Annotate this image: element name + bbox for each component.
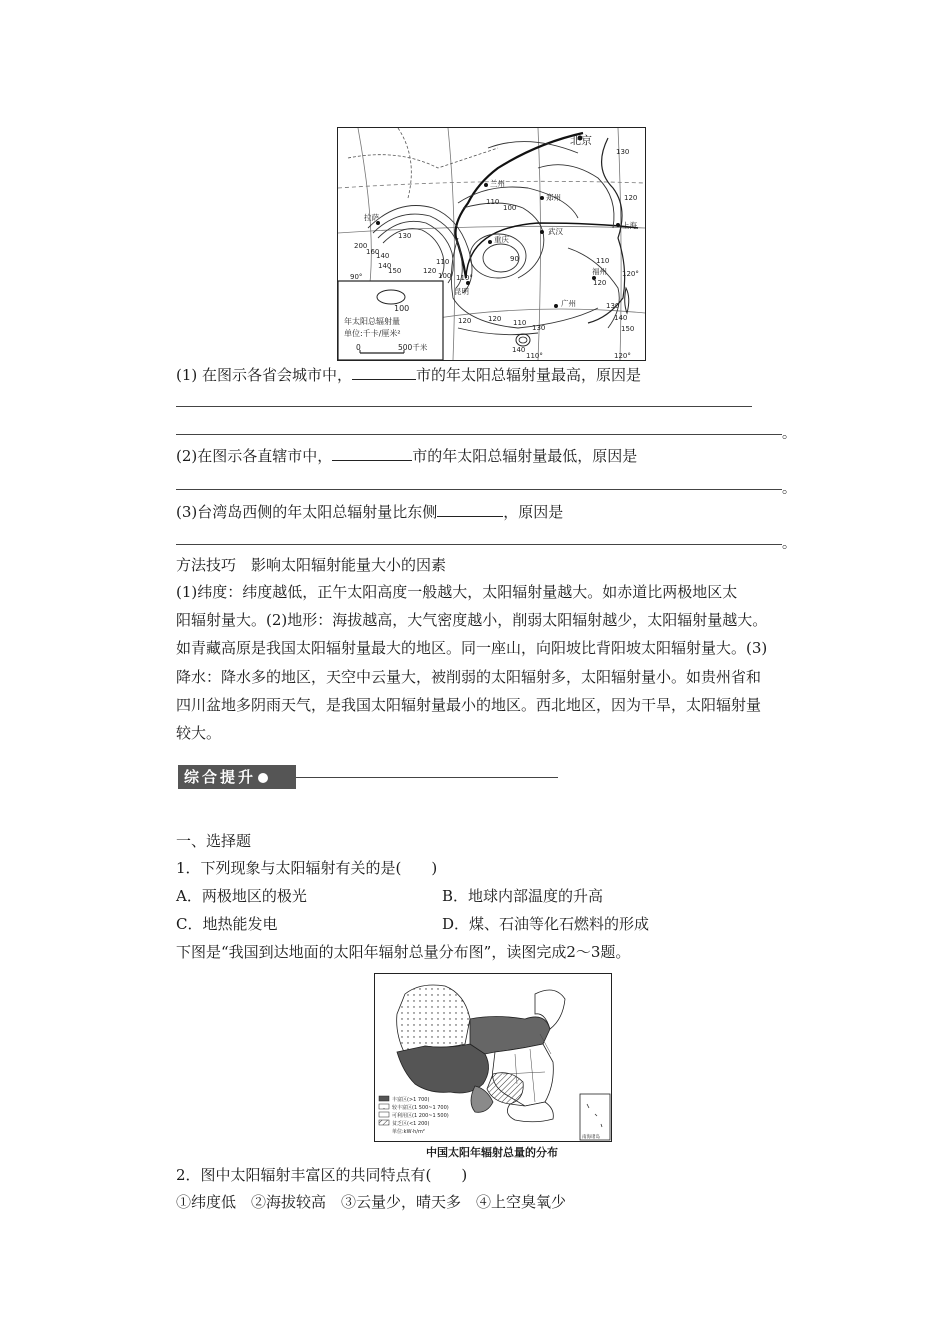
- period: 。: [782, 426, 796, 442]
- legend-title: 年太阳总辐射量: [344, 317, 400, 326]
- legend-unit: 单位:千卡/厘米²: [344, 329, 401, 338]
- contour-label: 110: [436, 258, 450, 266]
- contour-label: 140: [614, 314, 628, 322]
- legend-item: 贫乏区(<1 200): [392, 1121, 430, 1127]
- scale-zero: 0: [356, 343, 361, 352]
- choice-question-1: 1．下列现象与太阳辐射有关的是( ): [176, 859, 438, 877]
- contour-label: 110: [486, 198, 500, 206]
- method-line: 四川盆地多阴雨天气，是我国太阳辐射量最小的地区。西北地区，因为干旱，太阳辐射量: [176, 695, 762, 714]
- contour-label: 150: [388, 267, 402, 275]
- q2-options[interactable]: ①纬度低 ②海拔较高 ③云量少，晴天多 ④上空臭氧少: [176, 1193, 567, 1211]
- city-label: 重庆: [494, 235, 509, 244]
- answer-line[interactable]: [176, 544, 782, 545]
- option-c[interactable]: C．地热能发电: [176, 915, 278, 933]
- legend-unit: 单位:kW·h/m²: [392, 1129, 425, 1135]
- lon-label: 110°: [526, 352, 543, 360]
- city-label: 福州: [592, 267, 607, 276]
- city-label: 上海: [622, 221, 637, 230]
- city-label: 郑州: [546, 193, 561, 202]
- contour-map-svg: [338, 128, 645, 360]
- question-2: (2)在图示各直辖市中， 市的年太阳总辐射量最低，原因是: [176, 447, 638, 465]
- answer-line[interactable]: [176, 406, 752, 407]
- contour-label: 130: [616, 148, 630, 156]
- lon-label: 90°: [350, 273, 363, 281]
- contour-label: 130: [532, 324, 546, 332]
- legend-item: 较丰富区(1 500~1 700): [392, 1105, 449, 1111]
- contour-label: 100: [438, 272, 452, 280]
- figure-intro: 下图是“我国到达地面的太阳年辐射总量分布图”，读图完成2～3题。: [176, 943, 631, 961]
- method-line: 较大。: [176, 724, 222, 743]
- contour-label: 200: [354, 242, 368, 250]
- period: 。: [782, 536, 796, 552]
- contour-label: 100: [503, 204, 517, 212]
- question-3: (3)台湾岛西侧的年太阳总辐射量比东侧 ，原因是: [176, 503, 564, 521]
- choice-question-2: 2．图中太阳辐射丰富区的共同特点有( ): [176, 1166, 468, 1184]
- lon-label: 120°: [614, 352, 631, 360]
- city-label: 武汉: [548, 227, 563, 236]
- city-label: 北京: [570, 134, 592, 147]
- contour-label: 120: [624, 194, 638, 202]
- china-map-svg: [375, 974, 611, 1141]
- city-label: 昆明: [454, 287, 469, 296]
- contour-label: 130: [398, 232, 412, 240]
- answer-line[interactable]: [176, 434, 782, 435]
- question-1: (1) 在图示各省会城市中， 市的年太阳总辐射量最高，原因是: [176, 366, 642, 384]
- city-label: 广州: [561, 299, 576, 308]
- contour-label: 120: [488, 315, 502, 323]
- method-line: 阳辐射量大。(2)地形：海拔越高，大气密度越小，削弱太阳辐射越少，太阳辐射量越大。: [176, 611, 768, 630]
- legend-value: 100: [394, 304, 410, 313]
- answer-blank[interactable]: [437, 502, 503, 517]
- method-line: 如青藏高原是我国太阳辐射量最大的地区。同一座山，向阳坡比背阳坡太阳辐射量大。(3): [176, 639, 768, 658]
- contour-label: 140: [376, 252, 390, 260]
- method-paragraph: [176, 578, 808, 747]
- contour-label: 120: [458, 317, 472, 325]
- section-title: 一、选择题: [176, 832, 252, 850]
- china-solar-radiation-map: [374, 973, 612, 1142]
- answer-blank[interactable]: [352, 365, 416, 380]
- answer-line[interactable]: [176, 489, 782, 490]
- solar-radiation-contour-map: [337, 127, 646, 361]
- scale-label: 500千米: [398, 343, 428, 352]
- contour-label: 140: [512, 346, 526, 354]
- contour-label: 110: [596, 257, 610, 265]
- option-b[interactable]: B．地球内部温度的升高: [442, 887, 604, 905]
- lon-label: 120°: [622, 270, 639, 278]
- method-line: (1)纬度：纬度越低，正午太阳高度一般越大，太阳辐射量越大。如赤道比两极地区太: [176, 583, 738, 601]
- option-d[interactable]: D．煤、石油等化石燃料的形成: [442, 915, 650, 933]
- city-label: 兰州: [490, 179, 505, 188]
- section-banner: 综合提升: [178, 765, 296, 789]
- contour-label: 130: [606, 302, 620, 310]
- contour-label: 90: [510, 255, 519, 263]
- contour-label: 120: [423, 267, 437, 275]
- method-line: 降水：降水多的地区，天空中云量大，被削弱的太阳辐射多，太阳辐射量小。如贵州省和: [176, 667, 762, 686]
- method-heading: 方法技巧 影响太阳辐射能量大小的因素: [176, 556, 447, 574]
- legend-item: 丰富区(>1 700): [392, 1097, 430, 1103]
- contour-label: 110: [513, 319, 527, 327]
- bullet-dot-icon: [258, 773, 268, 783]
- answer-blank[interactable]: [332, 446, 412, 461]
- lon-label: 110°: [456, 274, 473, 282]
- banner-divider: [296, 777, 558, 778]
- period: 。: [782, 481, 796, 497]
- option-a[interactable]: A．两极地区的极光: [176, 887, 307, 905]
- contour-label: 140: [378, 262, 392, 270]
- city-label: 拉萨: [364, 213, 379, 222]
- contour-label: 120: [593, 279, 607, 287]
- figure-caption: 中国太阳年辐射总量的分布: [426, 1146, 558, 1159]
- contour-label: 150: [621, 325, 635, 333]
- contour-label: 160: [366, 248, 380, 256]
- legend-item: 可利用区(1 200~1 500): [392, 1113, 449, 1119]
- inset-label: 南海诸岛: [582, 1135, 600, 1140]
